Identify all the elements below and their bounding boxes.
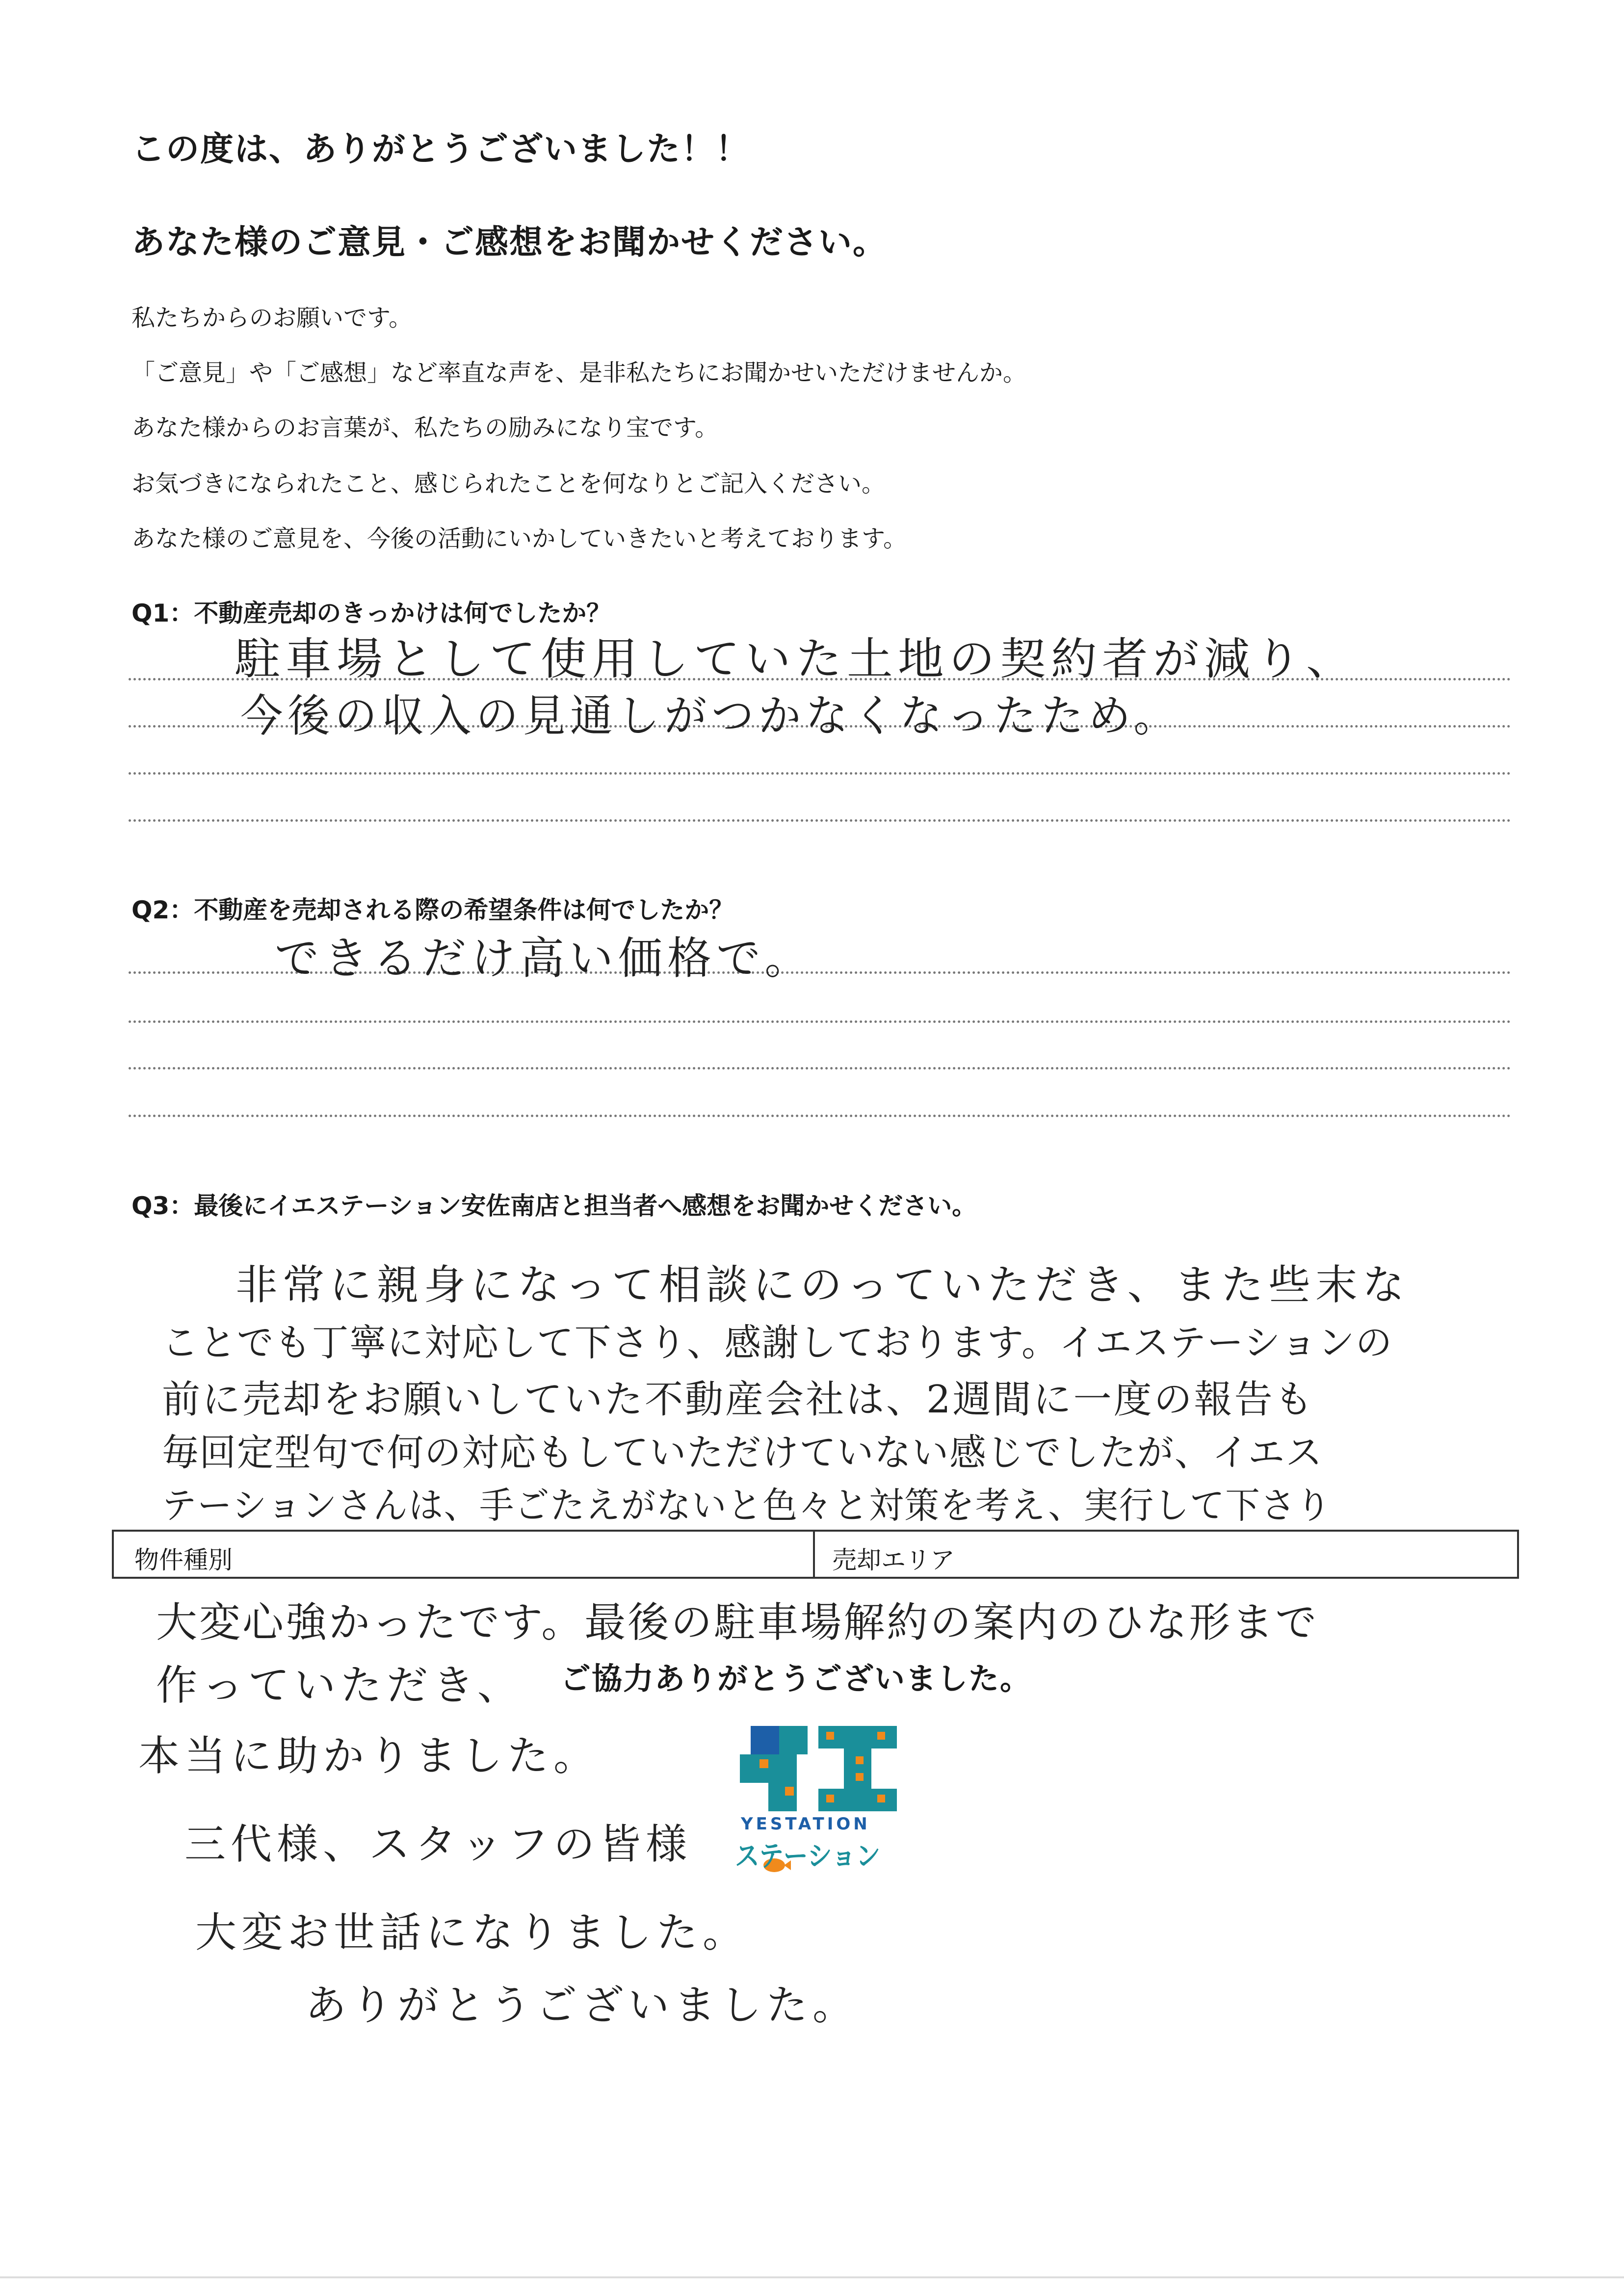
intro-line: お気づきになられたこと、感じられたことを何なりとご記入ください。 <box>131 470 886 497</box>
q1-answer-line: 今後の収入の見通しがつかなくなったため。 <box>240 690 1181 742</box>
answer-line <box>129 1115 1511 1117</box>
q3-answer-line: 非常に親身になって相談にのっていただき、また些末な <box>236 1261 1410 1309</box>
request-heading: あなた様のご意見・ご感想をお聞かせください。 <box>131 223 888 262</box>
answer-line <box>129 819 1511 822</box>
q2-label: Q2：不動産を売却される際の希望条件は何でしたか？ <box>131 896 734 924</box>
q3-answer-line: 三代様、スタッフの皆様 <box>184 1820 692 1868</box>
answer-line <box>129 772 1511 775</box>
intro-line: 私たちからのお願いです。 <box>131 304 413 332</box>
scan-edge <box>0 2276 1624 2278</box>
q1-label: Q1：不動産売却のきっかけは何でしたか？ <box>131 599 611 627</box>
q3-answer-line: 毎回定型句で何の対応もしていただけていない感じでしたが、イエス <box>162 1431 1323 1474</box>
q3-answer-line: 作っていただき、 <box>156 1661 524 1709</box>
property-type-label: 物件種別 <box>134 1546 233 1574</box>
box-divider <box>813 1532 815 1577</box>
q3-answer-line: 前に売却をお願いしていた不動産会社は、2週間に一度の報告も <box>162 1378 1315 1422</box>
q1-answer-line: 駐車場として使用していた土地の契約者が減り、 <box>235 633 1357 685</box>
answer-line <box>129 1020 1511 1023</box>
yestation-logo <box>730 1722 912 1879</box>
q3-answer-line: テーションさんは、手ごたえがないと色々と対策を考え、実行して下さり <box>162 1485 1332 1527</box>
thanks-heading: この度は、ありがとうございました！！ <box>131 130 750 169</box>
q3-answer-line: ありがとうございました。 <box>305 1981 859 2029</box>
q3-answer-line: ことでも丁寧に対応して下さり、感謝しております。イエステーションの <box>162 1321 1393 1364</box>
q3-answer-line: 本当に助かりました。 <box>138 1732 600 1780</box>
answer-line <box>129 1067 1511 1070</box>
q3-answer-line: 大変心強かったです。最後の駐車場解約の案内のひな形まで <box>156 1598 1319 1646</box>
intro-line: 「ご意見」や「ご感想」など率直な声を、是非私たちにお聞かせいただけませんか。 <box>131 359 1027 387</box>
intro-line: あなた様からのお言葉が、私たちの励みになり宝です。 <box>131 414 719 442</box>
q2-answer-line: できるだけ高い価格で。 <box>275 933 814 984</box>
q3-answer-line: 大変お世話になりました。 <box>195 1908 749 1957</box>
intro-line: あなた様のご意見を、今後の活動にいかしていきたいと考えております。 <box>131 525 907 552</box>
logo-wordmark-jp: ステーション <box>735 1839 881 1873</box>
sale-area-label: 売却エリア <box>832 1546 955 1574</box>
logo-wordmark-en: YESTATION <box>741 1814 870 1834</box>
q3-label: Q3：最後にイエステーション安佐南店と担当者へ感想をお聞かせください。 <box>131 1192 977 1220</box>
property-info-box <box>112 1530 1519 1579</box>
closing-message: ご協力ありがとうございました。 <box>560 1661 1032 1696</box>
